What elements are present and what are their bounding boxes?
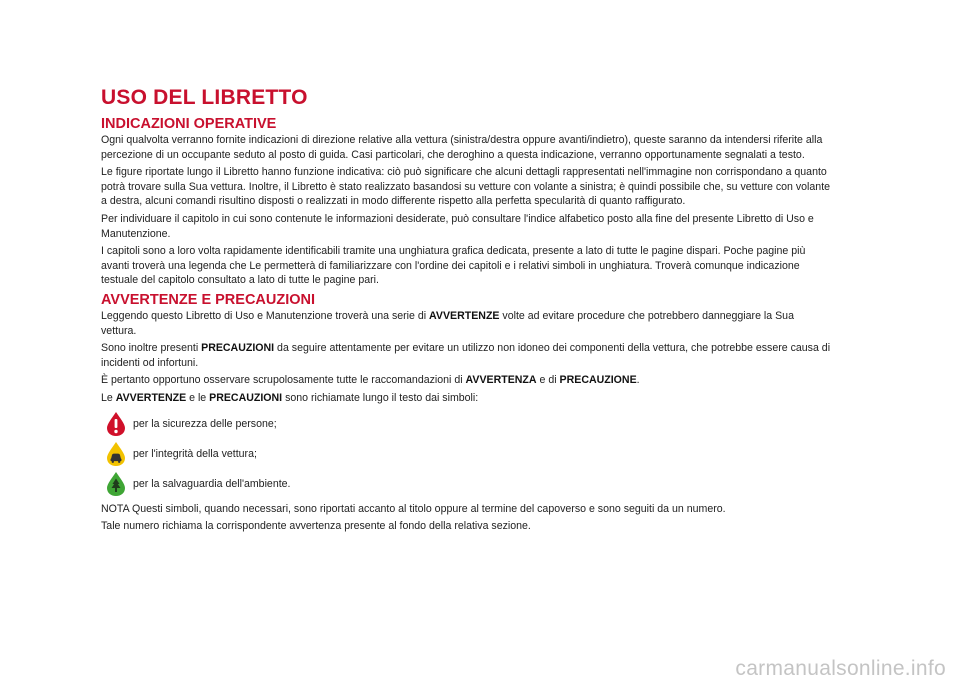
note-paragraph: NOTA Questi simboli, quando necessari, sono riportati accanto al titolo oppure al termine del capoverso e sono seguiti da un numero. [101,502,726,515]
section-heading-warnings: AVVERTENZE E PRECAUZIONI [101,291,316,308]
paragraph: È pertanto opportuno osservare scrupolosamente tutte le raccomandazioni di AVVERTENZA e di PRECAUZIONE. [101,374,640,387]
symbol-row-person [101,411,831,438]
emphasis-avvertenze: AVVERTENZE [115,391,187,404]
emphasis-precauzioni: PRECAUZIONI [209,391,283,404]
symbol-legend [101,411,831,498]
page-title: USO DEL LIBRETTO [101,86,308,109]
section-heading-operative: INDICAZIONI OPERATIVE [101,116,277,132]
watermark: carmanualsonline.info [735,657,946,680]
symbol-label: per la salvaguardia dell'ambiente. [133,478,291,490]
paragraph: Le AVVERTENZE e le PRECAUZIONI sono richiamate lungo il testo dai simboli: [101,391,479,404]
symbol-label: per l'integrità della vettura; [133,448,257,460]
paragraph: Le figure riportate lungo il Libretto hanno funzione indicativa: ciò può significare che alcuni dettagli rappresentati nell'immagine non corrispondano a quanto potrà trovare sulla Sua vettura. Inoltre, il Libretto è stato realizzato basandosi su vetture con volante a sinistra; è quindi possibile che, su vetture con volante a destra, alcuni comandi risultino disposti o realizzati in modo differente rispetto alla perfetta specularità di quanto raffigurato. [101,166,831,208]
manual-page [101,86,831,537]
symbol-row-vehicle [101,441,831,468]
paragraph: Per individuare il capitolo in cui sono contenute le informazioni desiderate, può consultare l'indice alfabetico posto alla fine del presente Libretto di Uso e Manutenzione. [101,212,814,240]
symbol-row-environment [101,471,831,498]
paragraph: Leggendo questo Libretto di Uso e Manutenzione troverà una serie di AVVERTENZE volte ad evitare procedure che potrebbero danneggiare la Sua vettura. [101,309,794,337]
emphasis-avvertenze: AVVERTENZE [429,309,500,322]
environment-protection-icon [103,471,129,497]
emphasis-avvertenza: AVVERTENZA [465,374,537,387]
person-safety-warning-icon [103,411,129,437]
paragraph: Sono inoltre presenti PRECAUZIONI da seguire attentamente per evitare un utilizzo non idoneo dei componenti della vettura, che potrebbe essere causa di incidenti od infortuni. [101,342,831,369]
emphasis-precauzioni: PRECAUZIONI [201,342,275,355]
paragraph: Tale numero richiama la corrispondente avvertenza presente al fondo della relativa sezione. [101,520,531,533]
vehicle-integrity-warning-icon [103,441,129,467]
emphasis-precauzione: PRECAUZIONE [559,374,637,387]
paragraph: I capitoli sono a loro volta rapidamente identificabili tramite una unghiatura grafica dedicata, presente a lato di tutte le pagine dispari. Poche pagine più avanti troverà una legenda che Le permetterà di familiarizzare con l'ordine dei capitoli e i relativi simboli in unghiatura. Troverà comunque indicazione testuale del capitolo consultato a lato di tutte le pagine pari. [101,245,806,287]
paragraph: Ogni qualvolta verranno fornite indicazioni di direzione relative alla vettura (sinistra/destra oppure avanti/indietro), queste saranno da intendersi riferite alla percezione di un occupante seduto al posto di guida. Casi particolari, che deroghino a questa indicazione, verranno opportunamente segnalati a testo. [101,134,823,161]
symbol-label: per la sicurezza delle persone; [133,418,277,430]
